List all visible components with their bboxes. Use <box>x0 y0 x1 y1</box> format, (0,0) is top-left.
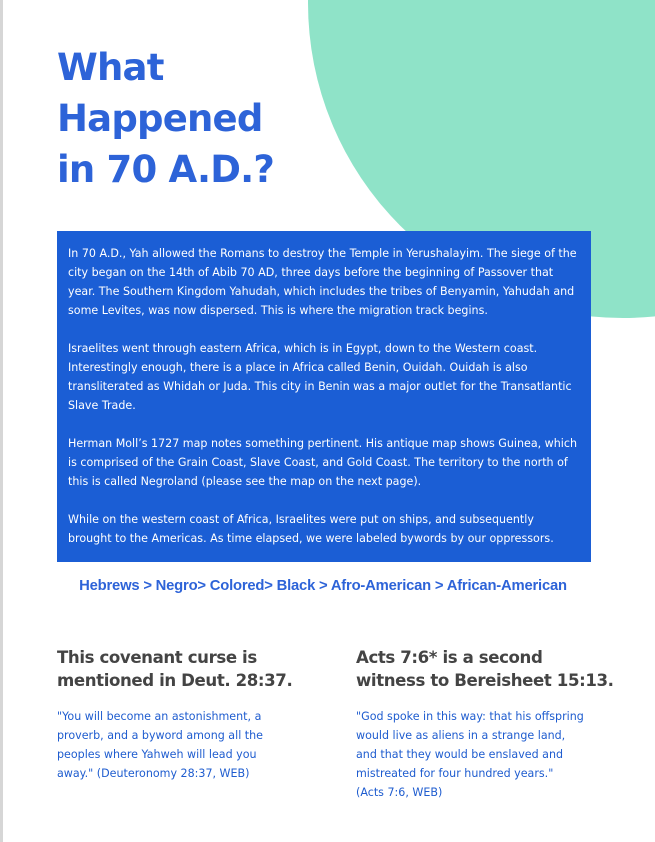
page-title <box>57 42 357 195</box>
deut-heading-line: This covenant curse is <box>57 648 257 667</box>
page-title-line: Happened <box>57 97 263 140</box>
acts-heading-line: witness to Bereisheet 15:13. <box>356 671 614 690</box>
intro-paragraph: While on the western coast of Africa, Israelites were put on ships, and subsequently brought to the Americas. As time elapsed, we were labeled bywords by our oppressors. <box>68 513 554 545</box>
acts-heading-line: Acts 7:6* is a second <box>356 648 543 667</box>
acts-quote-line: would live as aliens in a strange land, <box>356 729 566 742</box>
intro-paragraph: Israelites went through eastern Africa, which is in Egypt, down to the Western coast. Interestingly enough, there is a place in Africa called Benin, Ouidah. Ouidah is also transliterated as Whidah or Juda. This city in Benin was a major outlet for the Transatlantic Slave Trade. <box>68 342 572 412</box>
page-edge-rule <box>0 0 3 842</box>
deut-column <box>57 646 302 783</box>
intro-paragraph: In 70 A.D., Yah allowed the Romans to destroy the Temple in Yerushalayim. The siege of the city began on the 14th of Abib 70 AD, three days before the beginning of Passover that year. The Southern Kingdom Yahudah, which includes the tribes of Benyamin, Yahudah and some Levites, was now dispersed. This is where the migration track begins. <box>68 247 577 317</box>
intro-paragraph: Herman Moll’s 1727 map notes something pertinent. His antique map shows Guinea, which is comprised of the Grain Coast, Slave Coast, and Gold Coast. The territory to the north of this is called Negroland (please see the map on the next page). <box>68 437 577 488</box>
intro-text-box <box>57 231 591 562</box>
deut-heading-line: mentioned in Deut. 28:37. <box>57 671 293 690</box>
acts-quote-line: mistreated for four hundred years." <box>356 767 554 780</box>
page-title-line: in 70 A.D.? <box>57 148 275 191</box>
lineage-heading: Hebrews > Negro> Colored> Black > Afro-American > African-American <box>79 578 567 594</box>
acts-quote-line: "God spoke in this way: that his offspring <box>356 710 584 723</box>
page-title-line: What <box>57 46 164 89</box>
acts-quote-line: and that they would be enslaved and <box>356 748 564 761</box>
deut-quote-line: proverb, and a byword among all the <box>57 729 264 742</box>
deut-quote <box>57 707 302 783</box>
deut-quote-line: peoples where Yahweh will lead you <box>57 748 257 761</box>
acts-quote <box>356 707 616 802</box>
acts-quote-line: (Acts 7:6, WEB) <box>356 786 443 799</box>
deut-quote-line: "You will become an astonishment, a <box>57 710 262 723</box>
acts-heading <box>356 646 616 692</box>
deut-heading <box>57 646 302 692</box>
acts-column <box>356 646 616 802</box>
deut-quote-line: away." (Deuteronomy 28:37, WEB) <box>57 767 250 780</box>
